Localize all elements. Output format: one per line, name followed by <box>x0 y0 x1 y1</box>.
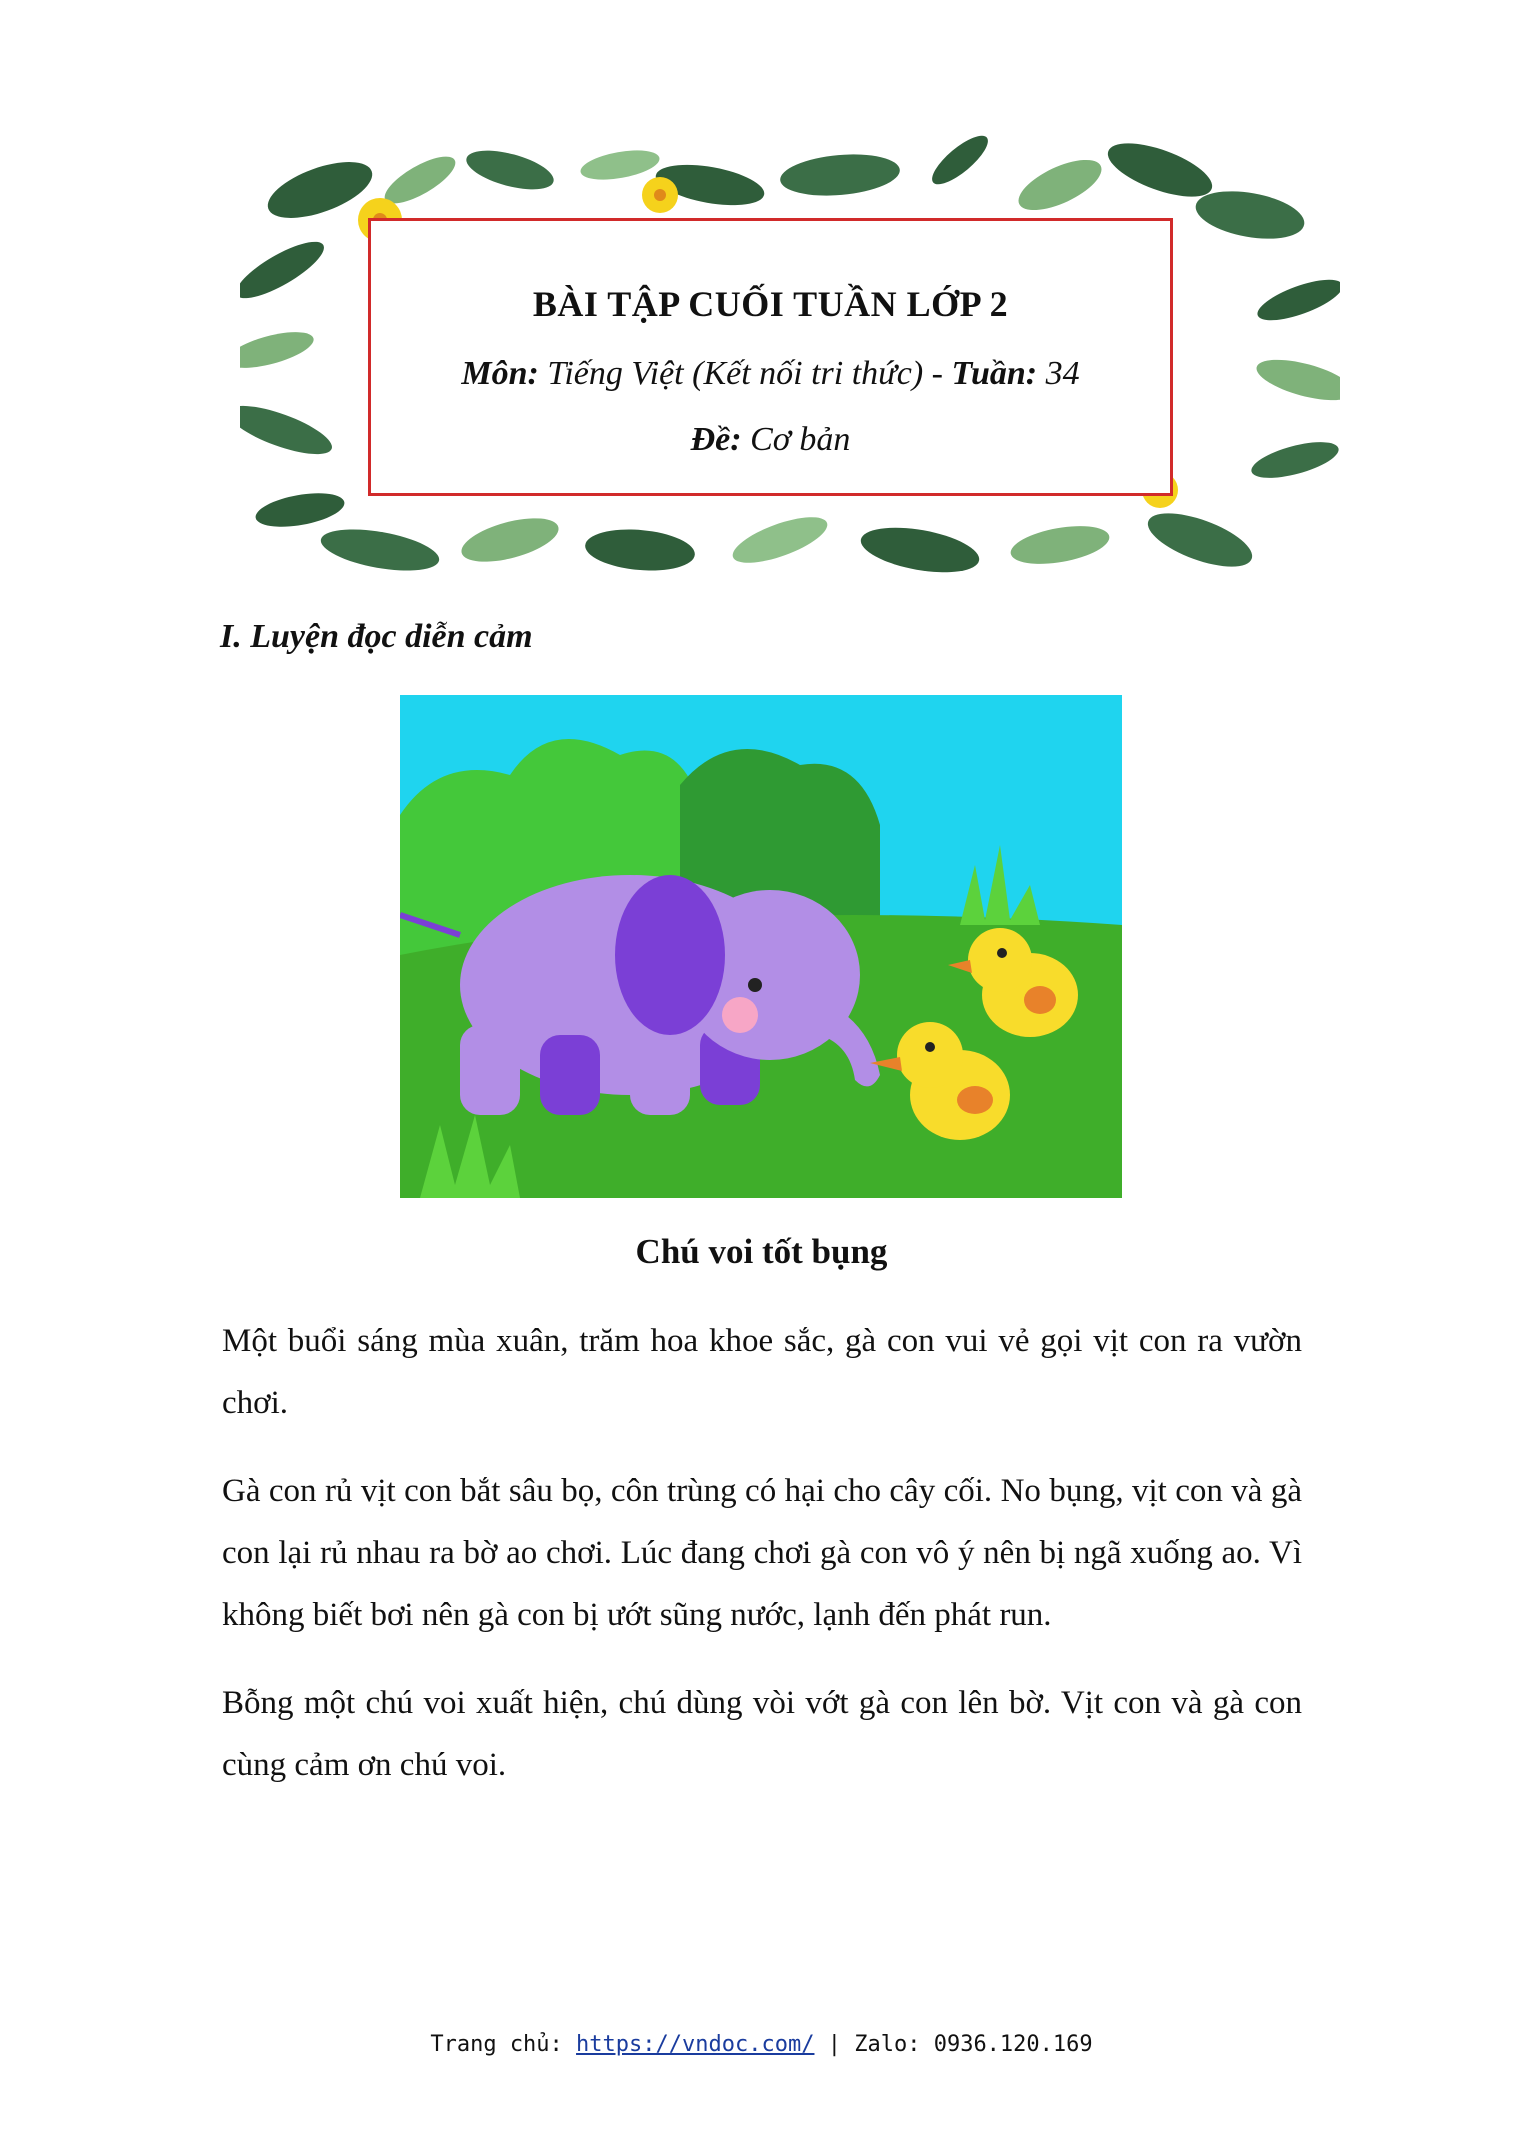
zalo-label: Zalo: <box>854 2032 921 2057</box>
home-label: Trang chủ: <box>430 2032 563 2057</box>
story-paragraph: Bỗng một chú voi xuất hiện, chú dùng vòi vớt gà con lên bờ. Vịt con và gà con cùng cảm ơn chú voi. <box>222 1685 1302 1783</box>
subject-line <box>371 355 1170 393</box>
level-line <box>371 421 1170 459</box>
story-paragraph: Gà con rủ vịt con bắt sâu bọ, côn trùng có hại cho cây cối. No bụng, vịt con và gà con lại rủ nhau ra bờ ao chơi. Lúc đang chơi gà con vô ý nên bị ngã xuống ao. Vì không biết bơi nên gà con bị ướt sũng nước, lạnh đến phát run. <box>222 1473 1302 1633</box>
page-title: BÀI TẬP CUỐI TUẦN LỚP 2 <box>532 284 1009 324</box>
story-body <box>222 1310 1302 1822</box>
page-footer <box>0 2032 1523 2057</box>
level-label: Đề: <box>690 421 742 458</box>
level-value: Cơ bản <box>750 421 851 458</box>
story-illustration <box>400 695 1122 1198</box>
home-link[interactable]: https://vndoc.com/ <box>576 2032 815 2057</box>
subject-value: Tiếng Việt (Kết nối tri thức) - <box>547 355 943 392</box>
story-paragraph: Một buổi sáng mùa xuân, trăm hoa khoe sắc, gà con vui vẻ gọi vịt con ra vườn chơi. <box>222 1323 1302 1421</box>
title-box <box>368 218 1173 496</box>
story-title: Chú voi tốt bụng <box>635 1232 888 1271</box>
week-label: Tuần: <box>951 355 1038 392</box>
section-heading: I. Luyện đọc diễn cảm <box>220 618 533 655</box>
subject-label: Môn: <box>461 355 539 392</box>
zalo-number: 0936.120.169 <box>933 2032 1093 2057</box>
week-value: 34 <box>1045 355 1080 392</box>
footer-separator: | <box>827 2032 841 2057</box>
